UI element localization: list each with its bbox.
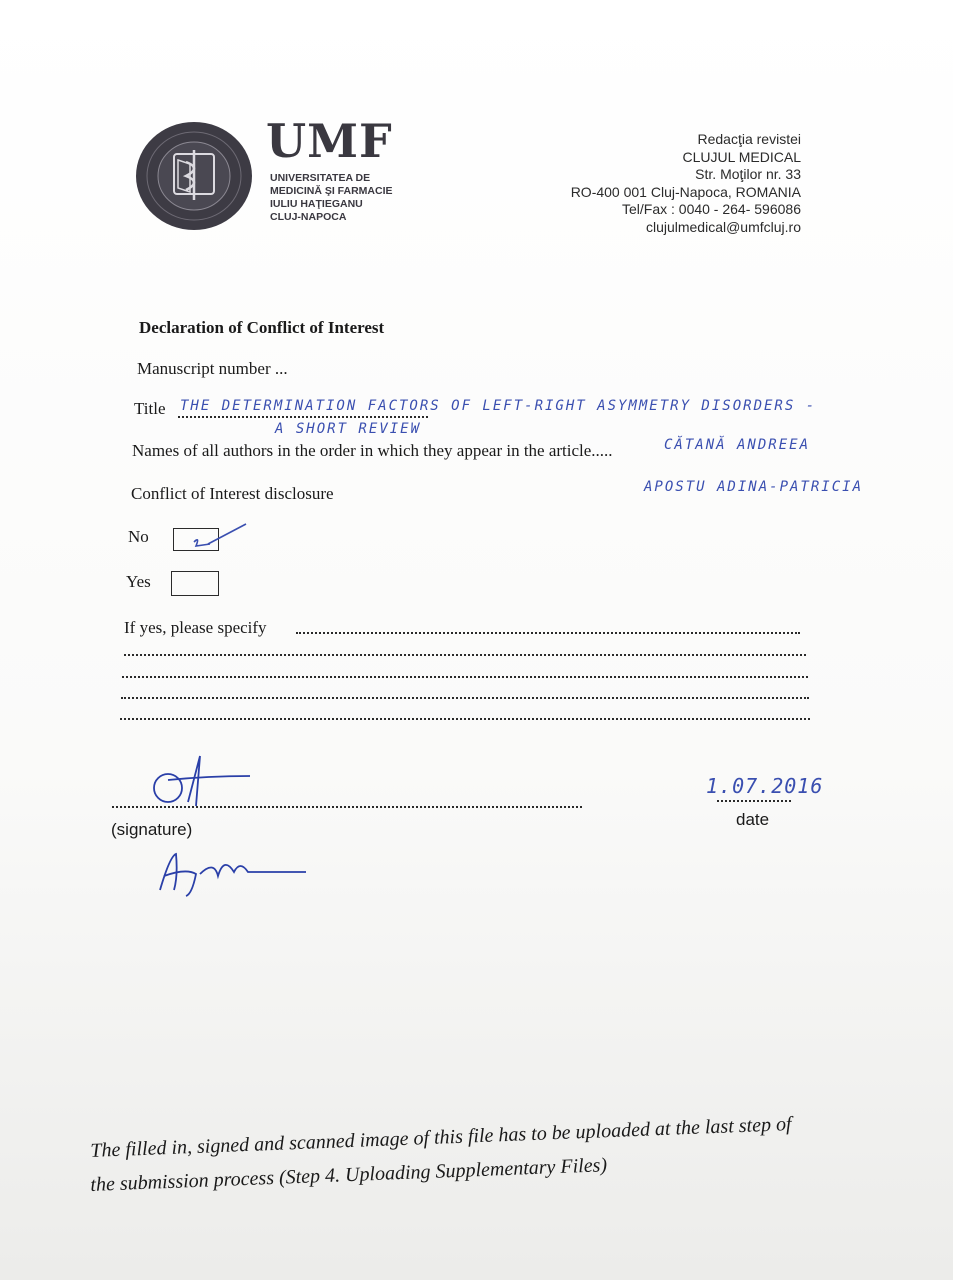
signature-line: [112, 806, 582, 808]
date-label: date: [736, 810, 770, 829]
date-line: [717, 800, 791, 802]
author-1-handwritten: CĂTANĂ ANDREEA: [664, 437, 811, 453]
title-handwritten-line-2: A SHORT REVIEW: [275, 421, 422, 437]
form-title: Declaration of Conflict of Interest: [139, 318, 385, 337]
title-label: Title: [134, 399, 166, 418]
yes-label: Yes: [126, 572, 151, 591]
specify-label: If yes, please specify: [124, 618, 267, 637]
no-checkmark-icon: [176, 520, 250, 556]
no-label: No: [128, 527, 149, 546]
specify-line-4[interactable]: [121, 697, 809, 699]
umf-seal-logo: [134, 120, 254, 232]
university-name: UNIVERSITATEA DE MEDICINĂ ŞI FARMACIE IULIU HAŢIEGANU CLUJ-NAPOCA: [270, 172, 393, 223]
signature-label: (signature): [111, 820, 193, 839]
umf-logo-wordmark: UMF: [266, 114, 393, 168]
contact-line: Redacţia revistei: [697, 131, 801, 147]
title-field-line: [178, 416, 428, 418]
footer-instruction-line-2: the submission process (Step 4. Uploading Supplementary Files): [90, 1154, 608, 1196]
contact-line: CLUJUL MEDICAL: [682, 148, 801, 165]
specify-line-5[interactable]: [120, 718, 810, 720]
date-handwritten: 1.07.2016: [706, 774, 824, 798]
editorial-contact: [571, 131, 801, 236]
signature-2-image: [156, 846, 308, 898]
signature-1-image: [148, 750, 258, 810]
specify-line-2[interactable]: [124, 654, 806, 656]
contact-line: Str. Moţilor nr. 33: [695, 166, 801, 182]
disclosure-label: Conflict of Interest disclosure: [131, 484, 334, 503]
contact-line: Tel/Fax : 0040 - 264- 596086: [621, 201, 801, 217]
contact-line: clujulmedical@umfcluj.ro: [645, 218, 801, 235]
contact-line: RO-400 001 Cluj-Napoca, ROMANIA: [570, 183, 801, 200]
manuscript-number-label: Manuscript number ...: [137, 359, 288, 378]
yes-checkbox[interactable]: [171, 571, 219, 596]
specify-line-1[interactable]: [296, 632, 800, 634]
specify-line-3[interactable]: [122, 676, 808, 678]
title-handwritten-line-1: THE DETERMINATION FACTORS OF LEFT-RIGHT ASYMMETRY DISORDERS -: [180, 398, 817, 414]
footer-instruction-line-1: The filled in, signed and scanned image of this file has to be uploaded at the last step of: [90, 1113, 792, 1162]
authors-label: Names of all authors in the order in which they appear in the article.....: [132, 441, 613, 460]
author-2-handwritten: APOSTU ADINA-PATRICIA: [644, 479, 864, 495]
